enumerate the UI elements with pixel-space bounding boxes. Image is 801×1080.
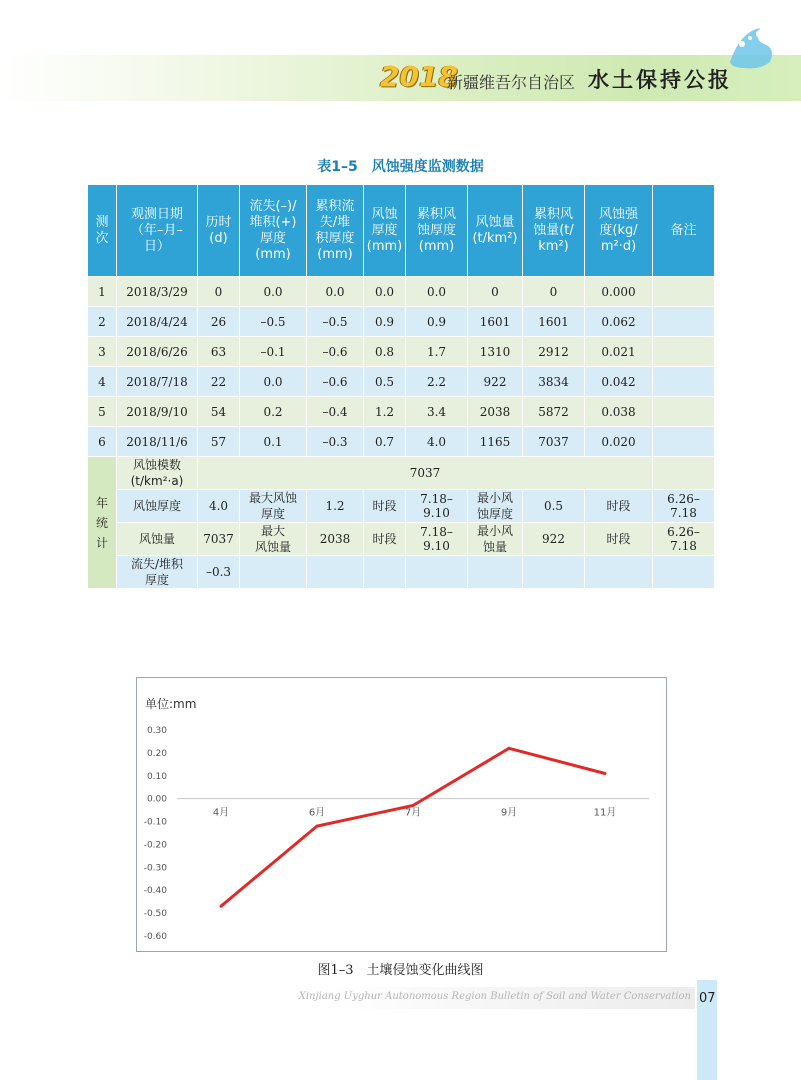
monitoring-table	[87, 184, 715, 589]
header-region: 新疆维吾尔自治区	[447, 73, 576, 92]
table-cell: 0.0	[364, 277, 406, 307]
table-cell: 0	[198, 277, 240, 307]
column-header	[406, 185, 468, 277]
x-tick-label: 6月	[308, 807, 326, 819]
table-cell: 5	[88, 397, 117, 427]
empty-cell	[468, 556, 523, 589]
table-cell: 2018/3/29	[117, 277, 198, 307]
min-depth-period-text: 6.26– 7.18	[667, 492, 700, 520]
table-cell: 3.4	[406, 397, 468, 427]
data-point	[604, 772, 607, 775]
table-cell: 2912	[523, 337, 585, 367]
period-label: 时段	[585, 490, 653, 523]
table-cell: 1601	[523, 307, 585, 337]
erosion-line-chart	[136, 677, 667, 952]
table-cell: 5872	[523, 397, 585, 427]
table-row	[88, 427, 715, 457]
series-line	[221, 748, 605, 906]
column-header	[307, 185, 364, 277]
table-cell: 22	[198, 367, 240, 397]
table-cell	[653, 307, 715, 337]
y-tick-label: -0.30	[143, 863, 167, 874]
column-header	[523, 185, 585, 277]
table-cell: 2	[88, 307, 117, 337]
empty-cell	[653, 556, 715, 589]
table-cell: 1310	[468, 337, 523, 367]
column-header	[585, 185, 653, 277]
min-amount-value: 922	[523, 523, 585, 556]
min-amount-period-text: 6.26– 7.18	[667, 525, 700, 553]
max-depth-value: 1.2	[307, 490, 364, 523]
table-cell: 2.2	[406, 367, 468, 397]
amount-label: 风蚀量	[117, 523, 198, 556]
y-tick-label: -0.40	[143, 886, 167, 897]
table-cell: 0.020	[585, 427, 653, 457]
period-label: 时段	[585, 523, 653, 556]
chart-svg	[137, 678, 666, 951]
table-cell: –0.5	[240, 307, 307, 337]
page-number: 07	[699, 991, 716, 1006]
empty-cell	[240, 556, 307, 589]
table-cell: –0.6	[307, 337, 364, 367]
column-header	[468, 185, 523, 277]
y-tick-label: 0.20	[146, 748, 167, 759]
footer-text: Xinjiang Uyghur Autonomous Region Bulletin of Soil and Water Conservation	[298, 991, 691, 1002]
column-header	[88, 185, 117, 277]
modulus-value: 7037	[198, 457, 653, 490]
table-cell: 7037	[523, 427, 585, 457]
min-amount-label	[468, 523, 523, 556]
period-label: 时段	[364, 523, 406, 556]
table-cell: 0.8	[364, 337, 406, 367]
min-amount-period	[653, 523, 715, 556]
x-axis-ticks	[213, 807, 617, 819]
table-cell: 2018/7/18	[117, 367, 198, 397]
y-tick-label: 0.00	[146, 794, 167, 805]
column-header-text: 备注	[670, 222, 697, 238]
table-caption: 表1–5 风蚀强度监测数据	[317, 159, 484, 175]
column-header-text: 累积流 失/堆 积厚度 (mm)	[315, 198, 355, 262]
x-tick-label: 7月	[404, 807, 422, 819]
y-tick-label: 0.30	[146, 726, 167, 736]
table-cell: 4.0	[406, 427, 468, 457]
column-header-text: 风蚀强 度(kg/ m²·d)	[598, 206, 638, 254]
table-cell: –0.1	[240, 337, 307, 367]
table-cell: 1	[88, 277, 117, 307]
column-header-text: 测 次	[95, 214, 109, 246]
y-tick-label: -0.10	[143, 817, 167, 828]
table-cell: –0.4	[307, 397, 364, 427]
table-cell: 0	[468, 277, 523, 307]
table-cell: 26	[198, 307, 240, 337]
y-axis-ticks	[144, 726, 168, 942]
max-depth-label-text: 最大风蚀 厚度	[248, 491, 297, 521]
empty-cell	[406, 556, 468, 589]
table-cell: 0.1	[240, 427, 307, 457]
max-depth-label	[240, 490, 307, 523]
min-depth-label	[468, 490, 523, 523]
x-tick-label: 4月	[212, 807, 230, 819]
column-header-text: 风蚀量 (t/km²)	[472, 214, 518, 246]
table-cell: 0.9	[406, 307, 468, 337]
table-row	[88, 367, 715, 397]
table-cell: 57	[198, 427, 240, 457]
column-header-text: 累积风 蚀厚度 (mm)	[416, 206, 456, 254]
max-amount-value: 2038	[307, 523, 364, 556]
table-cell: 0.000	[585, 277, 653, 307]
min-depth-period	[653, 490, 715, 523]
table-cell: –0.5	[307, 307, 364, 337]
empty-cell	[653, 457, 715, 490]
table-cell: 1.7	[406, 337, 468, 367]
max-amount-label-text: 最大 风蚀量	[254, 524, 291, 554]
table-cell	[653, 397, 715, 427]
max-depth-period	[406, 490, 468, 523]
column-header	[653, 185, 715, 277]
table-row	[88, 337, 715, 367]
table-cell: 1165	[468, 427, 523, 457]
header-bulletin-name: 水土保持公报	[588, 68, 732, 92]
table-row	[88, 277, 715, 307]
y-tick-label: -0.60	[143, 932, 167, 942]
table-cell: 0.9	[364, 307, 406, 337]
empty-cell	[585, 556, 653, 589]
min-depth-label-text: 最小风 蚀厚度	[476, 491, 513, 521]
max-amount-label	[240, 523, 307, 556]
chart-unit-label: 单位:mm	[145, 697, 197, 711]
table-cell: –0.6	[307, 367, 364, 397]
table-cell: 0.5	[364, 367, 406, 397]
data-point	[412, 804, 415, 807]
table-cell: 1.2	[364, 397, 406, 427]
depth-value: 4.0	[198, 490, 240, 523]
column-header-text: 流失(–)/ 堆积(+) 厚度 (mm)	[249, 198, 297, 262]
column-header-text: 观测日期 （年–月– 日）	[130, 206, 183, 254]
table-row	[88, 397, 715, 427]
column-header-text: 历时 (d)	[205, 214, 232, 246]
table-cell: 3834	[523, 367, 585, 397]
period-label: 时段	[364, 490, 406, 523]
column-header-text: 风蚀 厚度 (mm)	[366, 206, 403, 254]
table-cell	[653, 337, 715, 367]
x-tick-label: 11月	[593, 807, 617, 819]
table-cell: 2018/6/26	[117, 337, 198, 367]
table-cell: 0.042	[585, 367, 653, 397]
table-cell: 6	[88, 427, 117, 457]
summary-row-depth	[88, 490, 715, 523]
column-header-text: 累积风 蚀量(t/ km²)	[533, 206, 574, 254]
column-header	[364, 185, 406, 277]
table-cell	[653, 277, 715, 307]
table-row	[88, 307, 715, 337]
min-amount-label-text: 最小风 蚀量	[476, 524, 513, 554]
net-value: –0.3	[198, 556, 240, 589]
table-cell: 2018/4/24	[117, 307, 198, 337]
summary-row-amount	[88, 523, 715, 556]
annual-stats-label-text: 年 统 计	[95, 495, 108, 550]
table-cell: 2038	[468, 397, 523, 427]
summary-row-modulus	[88, 457, 715, 490]
empty-cell	[307, 556, 364, 589]
table-cell: 1601	[468, 307, 523, 337]
table-cell: 0.7	[364, 427, 406, 457]
max-amount-period	[406, 523, 468, 556]
y-tick-label: -0.20	[143, 840, 167, 851]
empty-cell	[364, 556, 406, 589]
table-cell: 0.021	[585, 337, 653, 367]
table-cell: 2018/11/6	[117, 427, 198, 457]
table-cell: 3	[88, 337, 117, 367]
table-header-row	[88, 185, 715, 277]
max-amount-period-text: 7.18– 9.10	[420, 525, 453, 553]
table-cell: 4	[88, 367, 117, 397]
min-depth-value: 0.5	[523, 490, 585, 523]
net-label-text: 流失/堆积 厚度	[130, 557, 184, 587]
table-cell: 0.062	[585, 307, 653, 337]
max-depth-period-text: 7.18– 9.10	[420, 492, 453, 520]
table-cell	[653, 427, 715, 457]
empty-cell	[523, 556, 585, 589]
column-header	[240, 185, 307, 277]
data-point	[508, 747, 511, 750]
table-cell: 0.038	[585, 397, 653, 427]
net-label	[117, 556, 198, 589]
y-tick-label: 0.10	[146, 771, 167, 782]
data-point	[316, 825, 319, 828]
column-header	[198, 185, 240, 277]
modulus-label	[117, 457, 198, 490]
table-cell: 2018/9/10	[117, 397, 198, 427]
water-drop-logo-icon	[720, 22, 780, 70]
header-year: 2018	[380, 60, 458, 93]
figure-caption: 图1–3 土壤侵蚀变化曲线图	[317, 963, 484, 978]
table-cell: 54	[198, 397, 240, 427]
table-cell: 0.2	[240, 397, 307, 427]
table-cell: 0	[523, 277, 585, 307]
table-cell: 0.0	[406, 277, 468, 307]
table-cell: 0.0	[240, 367, 307, 397]
table-cell	[653, 367, 715, 397]
table-cell: –0.3	[307, 427, 364, 457]
amount-value: 7037	[198, 523, 240, 556]
table-cell: 922	[468, 367, 523, 397]
y-tick-label: -0.50	[143, 909, 167, 920]
column-header	[117, 185, 198, 277]
table-cell: 0.0	[240, 277, 307, 307]
modulus-label-text: 风蚀模数 (t/km²·a)	[130, 458, 184, 488]
depth-label: 风蚀厚度	[117, 490, 198, 523]
summary-row-net	[88, 556, 715, 589]
data-point	[220, 905, 223, 908]
x-tick-label: 9月	[500, 807, 518, 819]
annual-stats-label	[88, 457, 117, 589]
table-cell: 0.0	[307, 277, 364, 307]
table-cell: 63	[198, 337, 240, 367]
